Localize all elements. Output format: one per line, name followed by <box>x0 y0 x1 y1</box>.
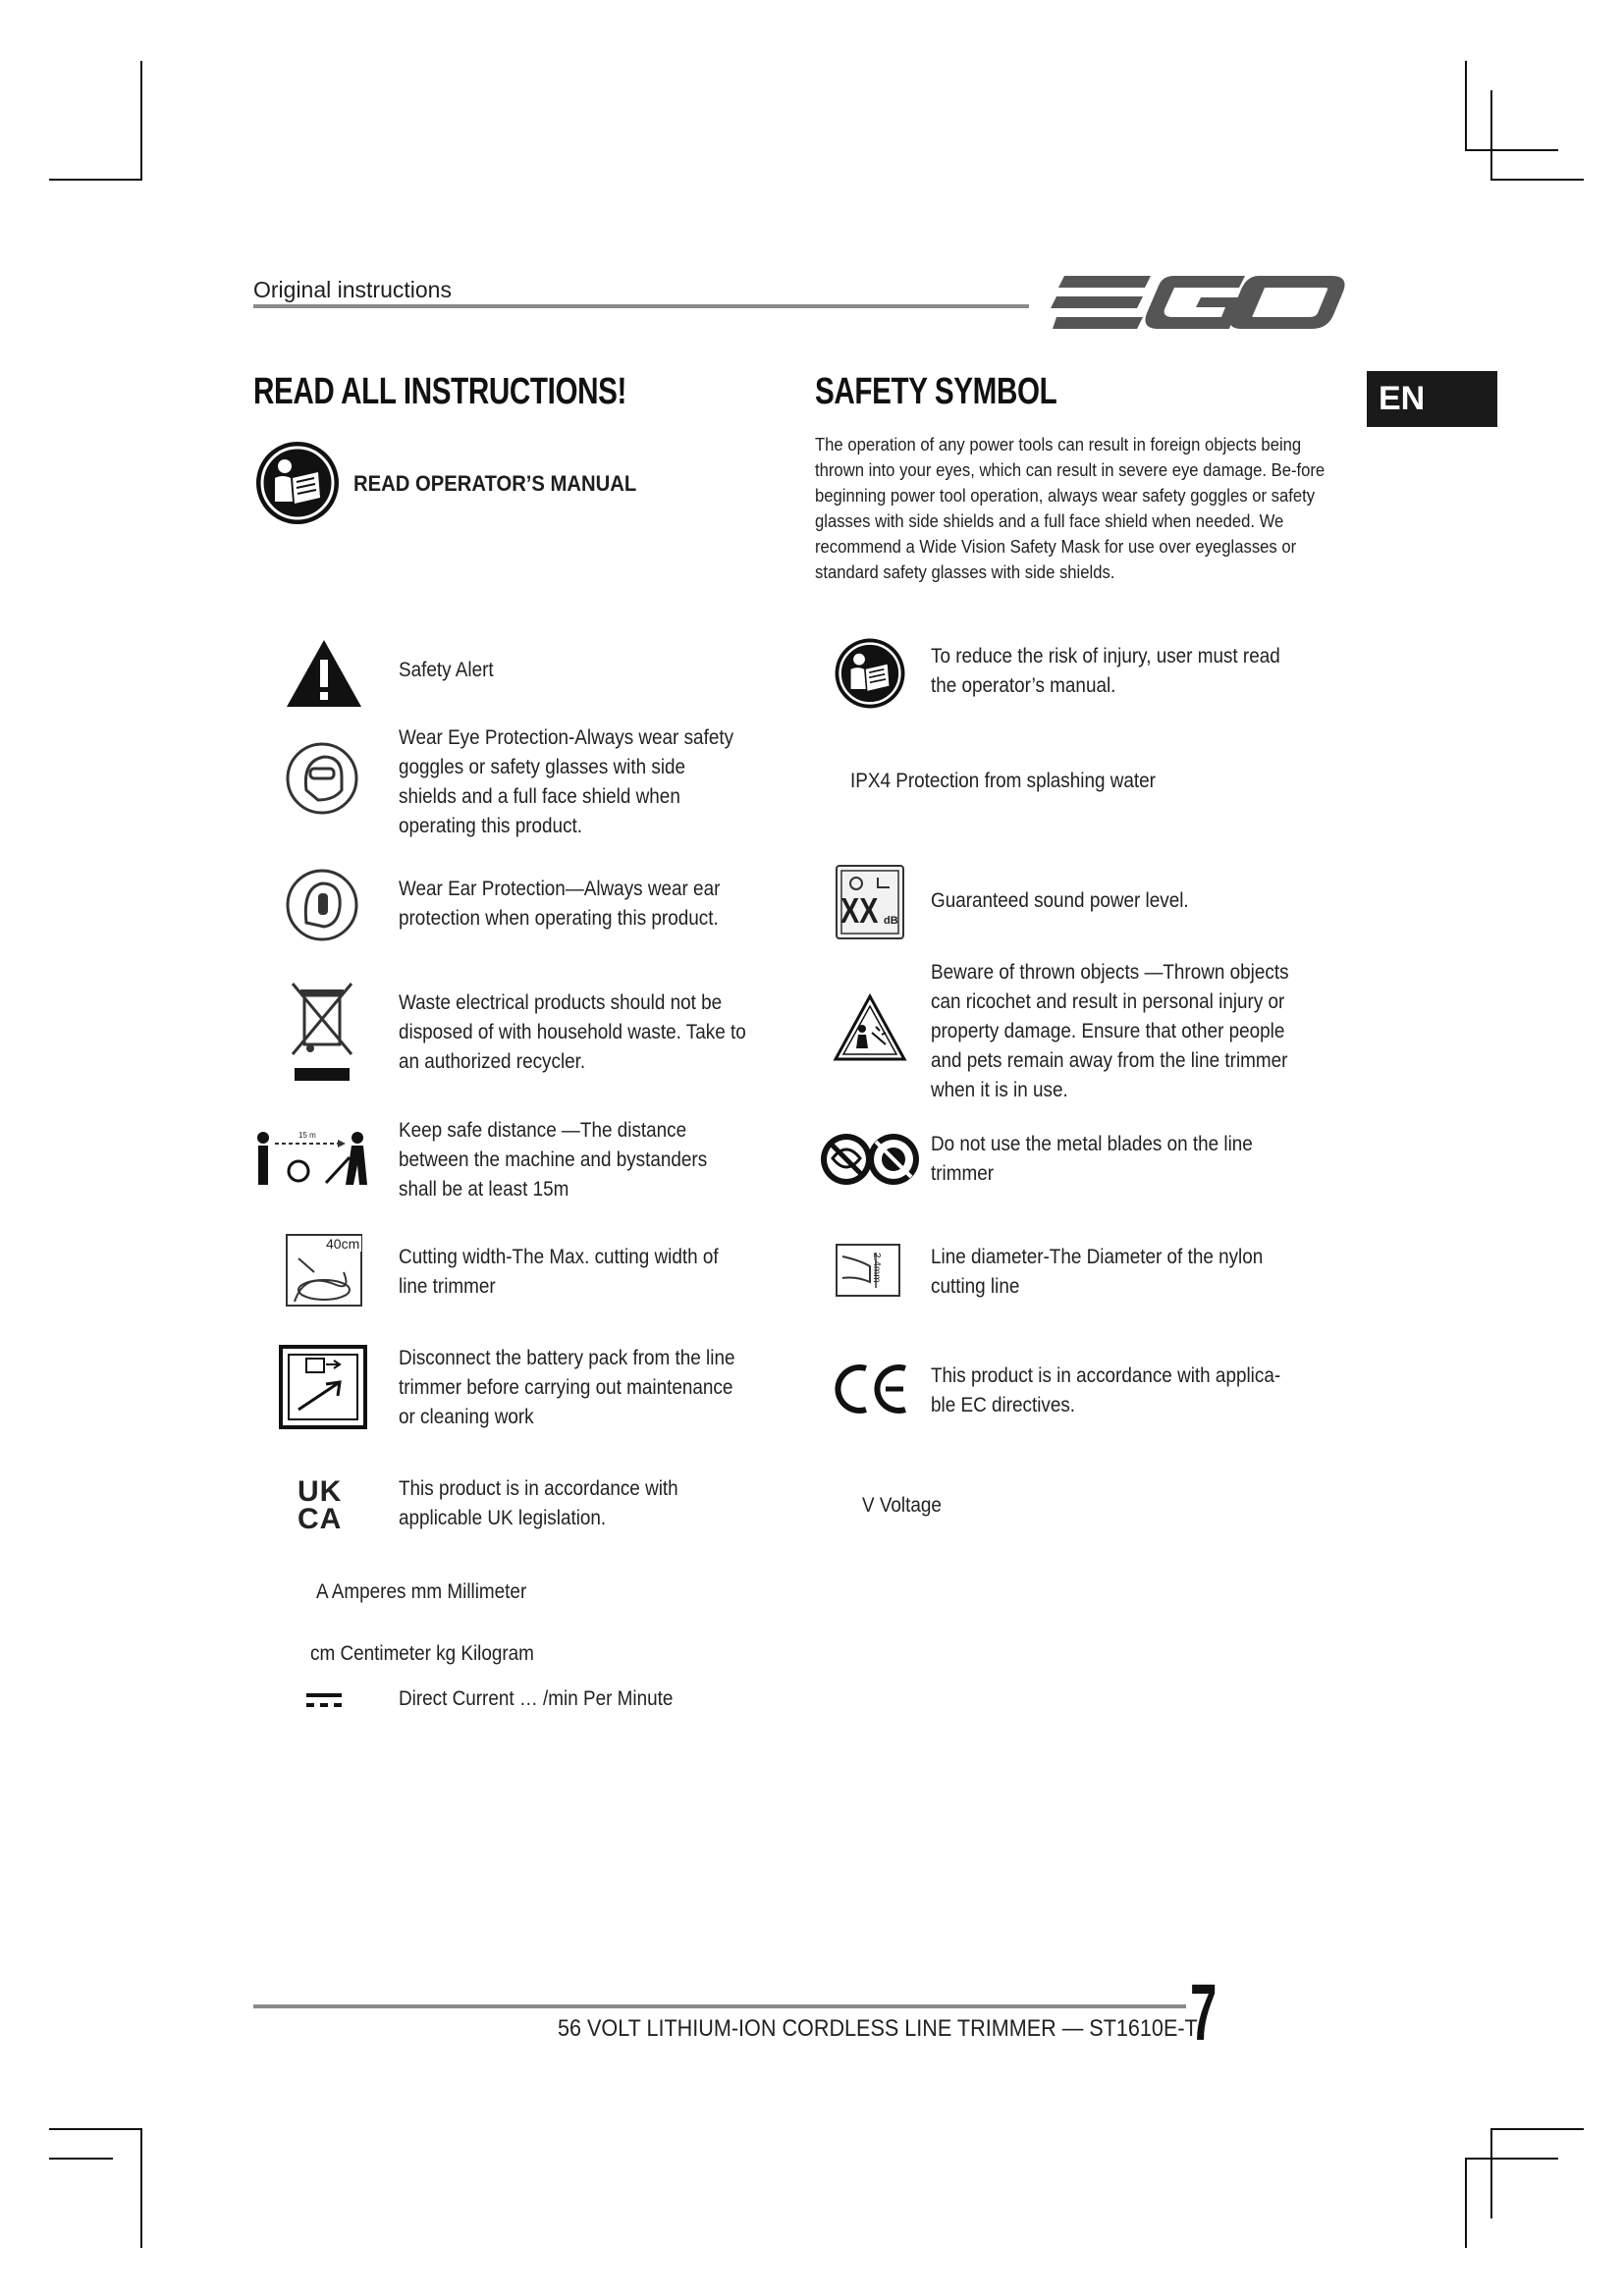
left-symbol-text: Safety Alert <box>399 659 494 681</box>
left-symbol-text: Keep safe distance —The distance between the machine and bystanders shall be at least 15m <box>399 1119 708 1201</box>
no-metal-blades-icon <box>819 1131 921 1188</box>
right-symbol-text: Do not use the metal blades on the line trimmer <box>931 1133 1253 1185</box>
language-tab: EN <box>1367 371 1497 427</box>
header-rule <box>253 304 1029 308</box>
ear-protection-icon <box>285 868 359 942</box>
left-symbol-text: Disconnect the battery pack from the line trimmer before carrying out maintenance or cleaning work <box>399 1347 735 1428</box>
right-symbol-text: V Voltage <box>862 1494 942 1517</box>
disconnect-battery-icon <box>279 1345 367 1429</box>
left-symbol-text: Wear Ear Protection—Always wear ear protection when operating this product. <box>399 878 721 930</box>
cutting-width-label: 40cm <box>326 1236 360 1252</box>
units-line: A Amperes mm Millimeter <box>316 1580 527 1603</box>
ukca-mark-icon <box>298 1475 343 1535</box>
line-diameter-label: 2.4mm <box>871 1253 882 1283</box>
safety-symbol-title: SAFETY SYMBOL <box>815 371 1057 412</box>
ce-mark-icon <box>835 1362 911 1415</box>
thrown-objects-icon <box>833 993 907 1062</box>
crop-mark <box>140 61 142 181</box>
crop-mark <box>1465 2158 1467 2248</box>
line-diameter-icon <box>835 1243 901 1298</box>
right-symbol-text: Beware of thrown objects —Thrown objects can ricochet and result in personal injury or property damage. Ensure that other people and pets remain away from the line trimmer when it is in use. <box>931 961 1289 1101</box>
read-operators-manual-label: READ OPERATOR’S MANUAL <box>353 471 637 496</box>
crop-mark <box>49 2158 113 2160</box>
crop-mark <box>1465 61 1467 151</box>
left-symbol-text: Cutting width-The Max. cutting width of line trimmer <box>399 1246 719 1298</box>
crop-mark <box>1465 2158 1558 2160</box>
direct-current-text: Direct Current … /min Per Minute <box>399 1687 674 1710</box>
read-manual-icon <box>833 636 907 711</box>
crop-mark <box>1490 2128 1492 2218</box>
read-all-instructions-title: READ ALL INSTRUCTIONS! <box>253 371 627 412</box>
crop-mark <box>49 179 142 181</box>
ukca-top: UK <box>298 1475 343 1508</box>
left-symbol-text: Wear Eye Protection-Always wear safety goggles or safety glasses with side shields and a full face shield when operating this product. <box>399 726 734 837</box>
direct-current-icon <box>306 1691 342 1709</box>
left-symbol-text: Waste electrical products should not be disposed of with household waste. Take to an authorized recycler. <box>399 991 746 1073</box>
original-instructions-label: Original instructions <box>253 277 452 302</box>
right-symbol-text: Guaranteed sound power level. <box>931 889 1189 912</box>
right-symbol-text: To reduce the risk of injury, user must read the operator’s manual. <box>931 645 1280 697</box>
crop-mark <box>1490 2128 1584 2130</box>
crop-mark <box>1490 90 1492 181</box>
eye-protection-icon <box>285 741 359 816</box>
footer-rule <box>253 2004 1186 2008</box>
right-symbol-text: Line diameter-The Diameter of the nylon cutting line <box>931 1246 1264 1298</box>
page-number: 7 <box>1190 1968 1218 2057</box>
sound-power-db-label: dB <box>884 915 898 927</box>
weee-bin-icon <box>289 982 355 1085</box>
crop-mark <box>1490 179 1584 181</box>
right-symbol-text: This product is in accordance with applica-ble EC directives. <box>931 1364 1281 1416</box>
right-symbol-text: IPX4 Protection from splashing water <box>850 770 1156 792</box>
warning-triangle-icon <box>285 638 363 709</box>
footer-product-line: 56 VOLT LITHIUM-ION CORDLESS LINE TRIMMER — ST1610E-T <box>558 2015 1198 2042</box>
ukca-bottom: CA <box>298 1503 343 1535</box>
ego-logo <box>1049 270 1345 335</box>
units-line: cm Centimeter kg Kilogram <box>310 1642 534 1665</box>
crop-mark <box>1465 149 1558 151</box>
safety-intro-paragraph: The operation of any power tools can result in foreign objects being thrown into your eyes, which can result in severe eye damage. Be-fore beginning power tool operation, always wear safety goggles or safety glasses with side shields and a full face shield when needed. We recommend a Wide Vision Safety Mask for use over eyeglasses or standard safety glasses with side shields. <box>815 434 1326 582</box>
read-manual-icon <box>253 439 342 527</box>
crop-mark <box>140 2128 142 2248</box>
sound-power-xx-label: XX <box>840 890 879 931</box>
left-symbol-text: This product is in accordance with applicable UK legislation. <box>399 1477 678 1529</box>
safe-distance-label: 15 m <box>298 1131 316 1140</box>
crop-mark <box>49 2128 142 2130</box>
